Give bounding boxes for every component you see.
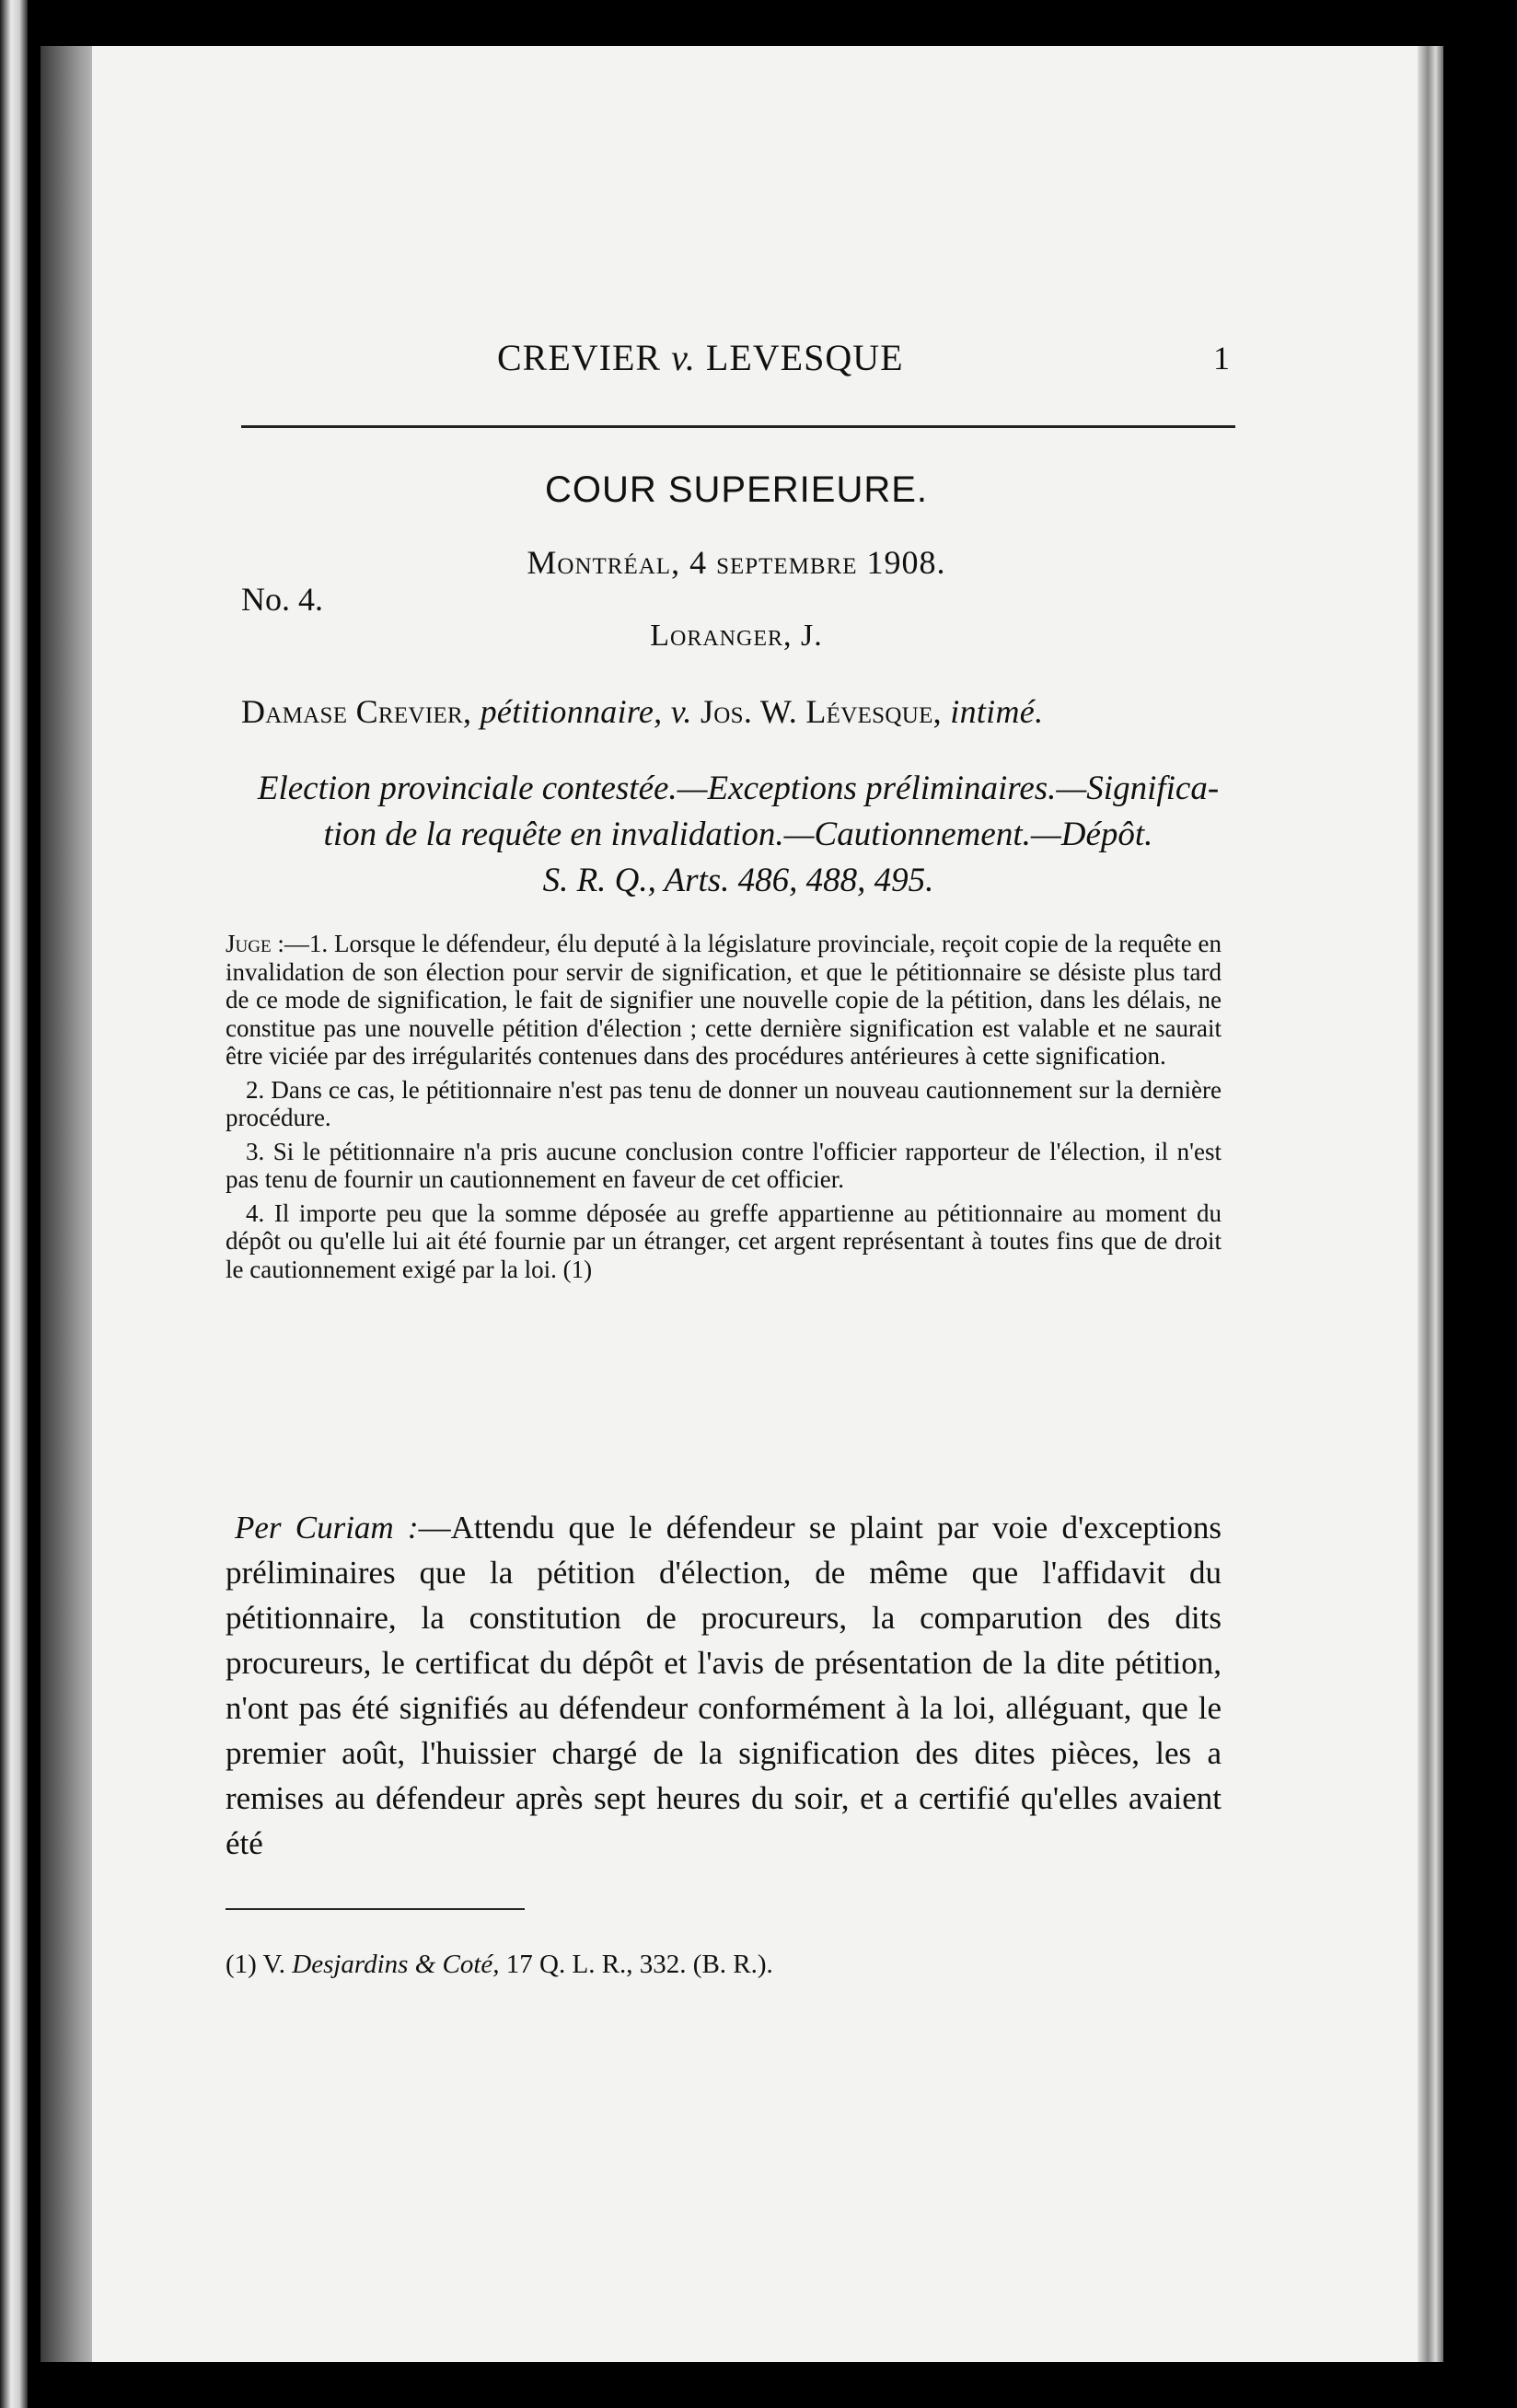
header-rule [241,425,1235,428]
footnote-marker: (1) V. [226,1950,285,1979]
running-head-left: CREVIER [497,337,662,378]
per-curiam: Per Curiam : [235,1510,419,1546]
juge-paragraph-3: 3. Si le pétitionnaire n'a pris aucune conclusion contre l'officier rapporteur de l'élection, il n'est pas tenu de fournir un cautionnement en faveur de cet officier. [226,1137,1222,1193]
footnote-citation: 17 Q. L. R., 332. (B. R.). [505,1950,773,1979]
page-number: 1 [1213,340,1230,376]
juge-paragraph-2: 2. Dans ce cas, le pétitionnaire n'est pas tenu de donner un nouveau cautionnement sur la dernière procédure. [226,1075,1222,1131]
juge-section [226,930,1222,1289]
respondent-name: Jos. W. Lévesque, [701,693,942,730]
judge-name: Loranger, J. [650,619,823,653]
versus: v. [670,693,692,730]
footnote-case: Desjardins & Coté, [292,1950,500,1979]
footnote [226,1950,773,1980]
running-head-v: v. [671,337,696,378]
headnote [241,766,1235,904]
judgment-paragraph: Per Curiam :—Attendu que le défendeur se plaint par voie d'exceptions préliminaires que la pétition d'élection, de même que l'affidavit du pétitionnaire, la constitution de procureurs, la comparution des dits procureurs, le certificat du dépôt et l'avis de présentation de la dite pétition, n'ont pas été signifiés au défendeur conformément à la loi, alléguant, que le premier août, l'huissier chargé de la signification des dites pièces, les a remises au défendeur après sept heures du soir, et a certifié qu'elles avaient été [226,1510,1222,1861]
page-edge-right [1418,46,1443,2362]
court-title: COUR SUPERIEURE. [544,469,929,510]
case-number: No. 4. [241,581,323,618]
book-edge-left [0,0,28,2408]
running-head [497,336,904,379]
dateline: Montréal, 4 septembre 1908. [527,544,946,581]
footnote-rule [226,1908,525,1910]
headnote-line-1: Election provinciale contestée.—Exceptions préliminaires.—Significa- [257,770,1220,807]
petitioner-role: pétitionnaire, [480,693,663,730]
headnote-line-3: S. R. Q., Arts. 486, 488, 495. [542,862,934,899]
petitioner-name: Damase Crevier, [241,693,472,730]
juge-label: Juge :— [226,930,309,957]
headnote-line-2: tion de la requête en invalidation.—Cautionnement.—Dépôt. [323,816,1153,853]
respondent-role: intimé. [950,693,1044,730]
running-head-right: LEVESQUE [705,337,904,378]
parties [241,692,1235,731]
judgment-body [226,1505,1222,1866]
juge-paragraph-1: Juge :—1. Lorsque le défendeur, élu deputé à la législature provinciale, reçoit copie de la requête en invalidation de son élection pour servir de signification, et que le pétitionnaire se désiste plus tard de ce mode de signification, le fait de signifier une nouvelle copie de la pétition, dans les délais, ne constitue pas une nouvelle pétition d'élection ; cette dernière signification est valable et ne saurait être viciée par des irrégularités contenues dans des procédures antérieures à cette signification. [226,930,1222,1070]
juge-paragraph-4: 4. Il importe peu que la somme déposée au greffe appartienne au pétitionnaire au moment du dépôt ou qu'elle lui ait été fournie par un étranger, cet argent représentant à toutes fins que de droit le cautionnement exigé par la loi. (1) [226,1198,1222,1283]
